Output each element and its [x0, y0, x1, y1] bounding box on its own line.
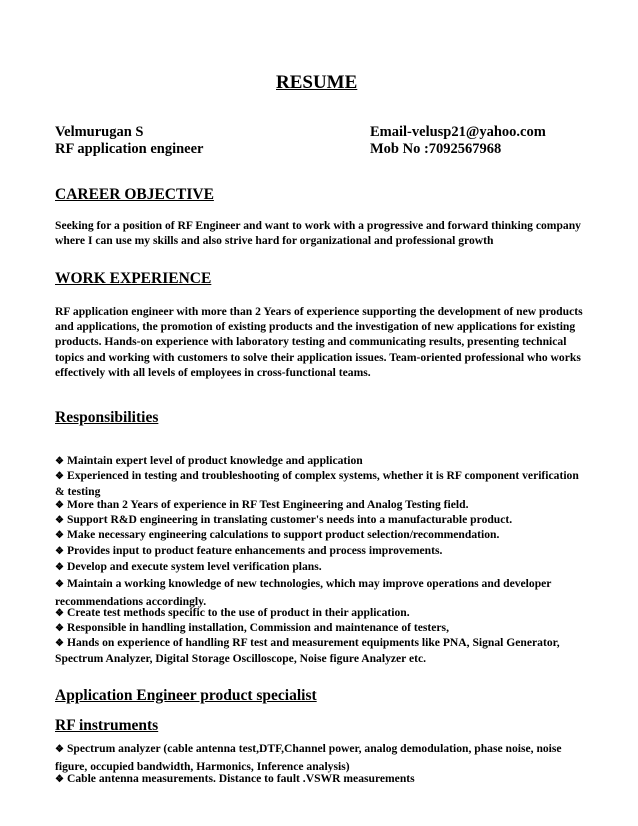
- rf-instruments-heading: RF instruments: [55, 717, 159, 734]
- work-experience-heading: WORK EXPERIENCE: [55, 270, 212, 287]
- diamond-bullet-icon: ❖: [55, 579, 64, 590]
- list-item: ❖ Maintain expert level of product knowledge and application: [55, 454, 363, 467]
- list-item: ❖ Hands on experience of handling RF test and measurement equipments like PNA, Signal Generator, Spectrum Analyzer, Digital Storage Oscilloscope, Noise figure Analyzer etc.: [55, 636, 560, 665]
- list-item: ❖ Support R&D engineering in translating customer's needs into a manufacturable product.: [55, 513, 513, 526]
- list-item: ❖ Develop and execute system level verification plans.: [55, 560, 322, 573]
- diamond-bullet-icon: ❖: [55, 530, 64, 541]
- diamond-bullet-icon: ❖: [55, 562, 64, 573]
- list-item: ❖ Create test methods specific to the use of product in their application.: [55, 606, 410, 619]
- diamond-bullet-icon: ❖: [55, 623, 64, 634]
- list-item: ❖ Experienced in testing and troubleshooting of complex systems, whether it is RF component verification & testing: [55, 469, 579, 498]
- candidate-role: RF application engineer: [55, 141, 204, 157]
- resume-title: RESUME: [276, 72, 358, 93]
- diamond-bullet-icon: ❖: [55, 500, 64, 511]
- list-item: ❖ Spectrum analyzer (cable antenna test,DTF,Channel power, analog demodulation, phase noise, noise figure, occupied bandwidth, Harmonics, Inference analysis): [55, 742, 562, 773]
- diamond-bullet-icon: ❖: [55, 638, 64, 649]
- diamond-bullet-icon: ❖: [55, 515, 64, 526]
- application-engineer-heading: Application Engineer product specialist: [55, 687, 317, 704]
- career-objective-heading: CAREER OBJECTIVE: [55, 186, 214, 203]
- contact-email: Email-velusp21@yahoo.com: [370, 124, 546, 140]
- candidate-name: Velmurugan S: [55, 124, 144, 140]
- diamond-bullet-icon: ❖: [55, 608, 64, 619]
- diamond-bullet-icon: ❖: [55, 471, 64, 482]
- diamond-bullet-icon: ❖: [55, 744, 64, 755]
- list-item: ❖ Cable antenna measurements. Distance to fault .VSWR measurements: [55, 772, 415, 785]
- list-item: ❖ Make necessary engineering calculations to support product selection/recommendation.: [55, 528, 500, 541]
- diamond-bullet-icon: ❖: [55, 456, 64, 467]
- list-item: ❖ Maintain a working knowledge of new technologies, which may improve operations and developer recommendations accordingly.: [55, 577, 552, 608]
- responsibilities-heading: Responsibilities: [55, 409, 159, 426]
- diamond-bullet-icon: ❖: [55, 546, 64, 557]
- list-item: ❖ Provides input to product feature enhancements and process improvements.: [55, 544, 443, 557]
- list-item: ❖ More than 2 Years of experience in RF Test Engineering and Analog Testing field.: [55, 498, 469, 511]
- work-experience-text: RF application engineer with more than 2 Years of experience supporting the development of new products and applications, the promotion of existing products and the investigation of new applications for existing products. Hands-on experience with laboratory testing and communicating results, presenting technical topics and working with customers to solve their application issues. Team-oriented professional who works effectively with all levels of employees in cross-functional teams.: [55, 305, 583, 379]
- list-item: ❖ Responsible in handling installation, Commission and maintenance of testers,: [55, 621, 449, 634]
- career-objective-text: Seeking for a position of RF Engineer and want to work with a progressive and forward thinking company where I can use my skills and also strive hard for organizational and professional growth: [55, 219, 581, 248]
- diamond-bullet-icon: ❖: [55, 774, 64, 785]
- contact-mobile: Mob No :7092567968: [370, 141, 502, 157]
